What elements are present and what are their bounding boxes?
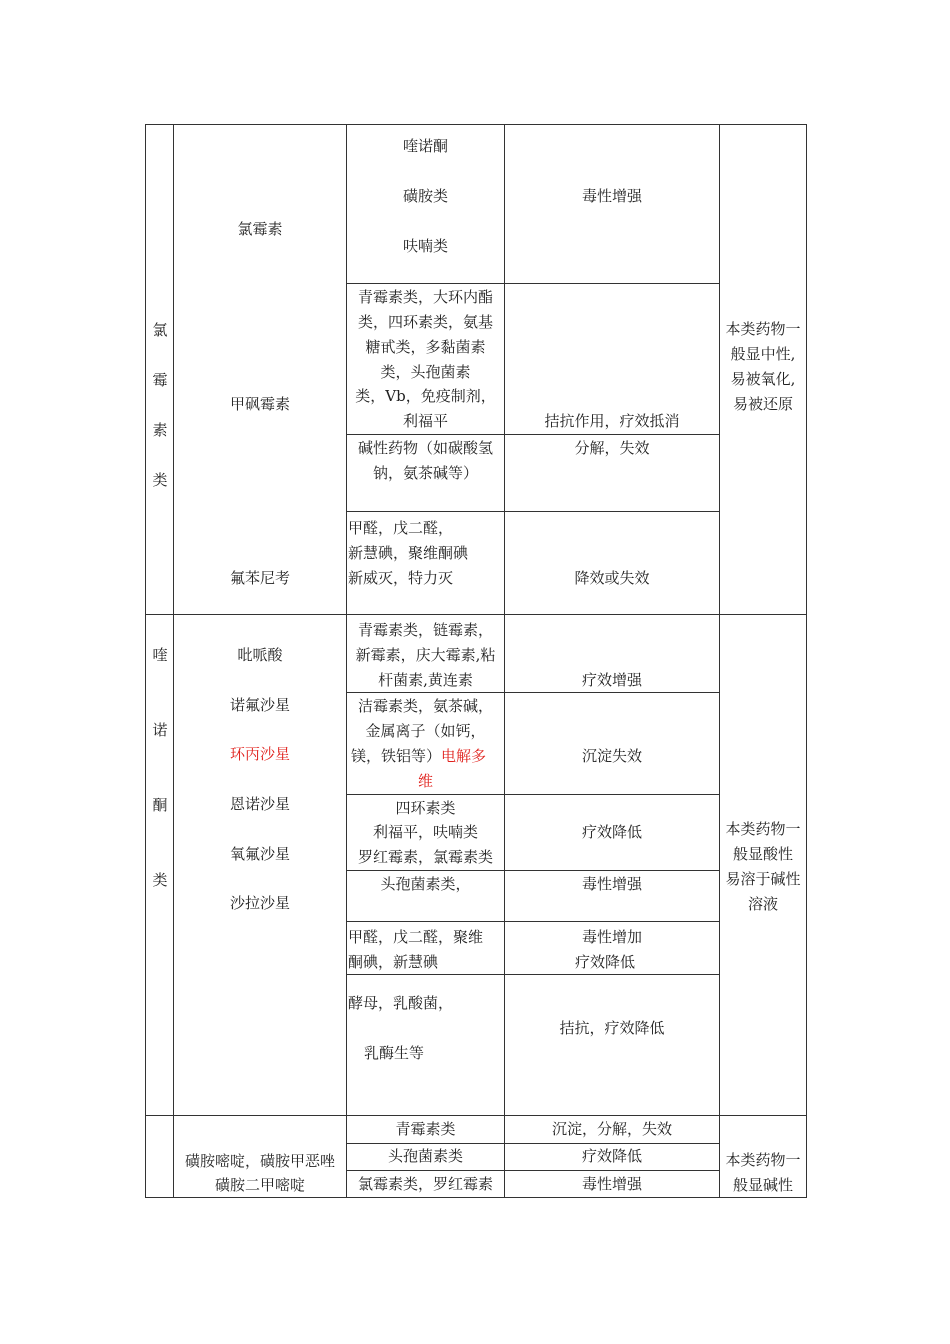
combo-drug: 头孢菌素类 <box>387 1147 463 1165</box>
drug-name: 氟苯尼考 <box>229 569 290 587</box>
combo-drug-text: 镁，铁铝等） <box>351 747 442 765</box>
effect: 疗效降低 <box>574 953 635 971</box>
combo-drug: 头孢菌素类， <box>380 875 471 893</box>
effect: 毒性增加 <box>581 928 642 946</box>
property-text: 般显中性, <box>730 345 796 363</box>
combo-drug: 金属离子（如钙， <box>365 722 486 740</box>
combo-drug: 洁霉素类，氨茶碱， <box>357 697 493 715</box>
drug-name: 恩诺沙星 <box>229 795 290 813</box>
combo-drug: 喹诺酮 <box>402 137 448 155</box>
combo-drug: 青霉素类，大环内酯 <box>357 288 493 306</box>
combo-drug: 类，Vb，免疫制剂， <box>355 387 496 405</box>
category-label: 喹 诺 酮 类 <box>152 646 168 889</box>
effect: 降效或失效 <box>574 569 650 587</box>
combo-drug: 新威灭，特力灭 <box>348 569 454 587</box>
drug-name: 吡哌酸 <box>237 646 283 664</box>
effect: 毒性增强 <box>581 187 642 205</box>
combo-drug: 氯霉素类，罗红霉素 <box>357 1175 493 1193</box>
combo-drug: 磺胺类 <box>402 187 448 205</box>
combo-drug: 甲醛，戊二醛，聚维 <box>348 928 484 946</box>
combo-drug: 类，头孢菌素 <box>380 363 471 381</box>
effect: 分解，失效 <box>574 439 650 457</box>
combo-drug <box>351 744 486 769</box>
combo-drug: 新霉素，庆大霉素,粘 <box>355 646 496 664</box>
combo-drug-red: 维 <box>417 772 433 790</box>
drug-name: 磺胺二甲嘧啶 <box>214 1176 305 1194</box>
combo-drug: 青霉素类 <box>395 1120 456 1138</box>
combo-drug: 呋喃类 <box>402 237 448 255</box>
combo-drug: 四环素类 <box>395 799 456 817</box>
effect: 拮抗作用，疗效抵消 <box>544 412 680 430</box>
drug-name: 甲砜霉素 <box>229 395 290 413</box>
combo-drug: 罗红霉素，氯霉素类 <box>357 848 493 866</box>
property-text: 易被氧化, <box>730 370 796 388</box>
combo-drug: 酵母，乳酸菌， <box>348 994 454 1012</box>
category-label: 氯 霉 素 类 <box>152 321 168 489</box>
property-text: 本类药物一 <box>725 820 801 838</box>
property-text: 本类药物一 <box>725 1151 801 1169</box>
property-text: 般显碱性 <box>732 1176 793 1194</box>
combo-drug: 青霉素类，链霉素， <box>357 621 493 639</box>
drug-name: 氯霉素 <box>237 220 283 238</box>
drug-name: 诺氟沙星 <box>229 696 290 714</box>
property-text: 易被还原 <box>732 395 793 413</box>
effect: 拮抗，疗效降低 <box>559 1019 665 1037</box>
effect: 毒性增强 <box>581 875 642 893</box>
property-text: 般显酸性 <box>732 845 793 863</box>
combo-drug: 钠，氨茶碱等） <box>372 464 478 482</box>
property-text: 易溶于碱性 <box>725 870 801 888</box>
combo-drug: 酮碘，新慧碘 <box>348 953 439 971</box>
effect: 疗效增强 <box>581 671 642 689</box>
effect: 疗效降低 <box>581 1147 642 1165</box>
combo-drug: 类，四环素类，氨基 <box>357 313 493 331</box>
effect: 毒性增强 <box>581 1175 642 1193</box>
combo-drug: 糖甙类，多黏菌素 <box>365 338 486 356</box>
combo-drug: 利福平 <box>402 412 448 430</box>
effect: 沉淀，分解，失效 <box>551 1120 672 1138</box>
combo-drug: 甲醛，戊二醛， <box>348 519 454 537</box>
combo-drug: 新慧碘，聚维酮碘 <box>348 544 469 562</box>
combo-drug: 利福平，呋喃类 <box>372 823 478 841</box>
effect: 疗效降低 <box>581 823 642 841</box>
drug-name: 磺胺嘧啶，磺胺甲恶唑 <box>184 1152 335 1170</box>
property-text: 本类药物一 <box>725 320 801 338</box>
combo-drug: 碱性药物（如碳酸氢 <box>357 439 493 457</box>
combo-drug: 杆菌素,黄连素 <box>378 671 473 689</box>
effect: 沉淀失效 <box>581 747 642 765</box>
drug-name: 氧氟沙星 <box>229 845 290 863</box>
combo-drug: 乳酶生等 <box>364 1044 425 1062</box>
drug-name: 沙拉沙星 <box>229 894 290 912</box>
combo-drug-red: 电解多 <box>441 747 487 765</box>
property-text: 溶液 <box>747 895 778 913</box>
drug-name-highlighted: 环丙沙星 <box>229 745 290 763</box>
